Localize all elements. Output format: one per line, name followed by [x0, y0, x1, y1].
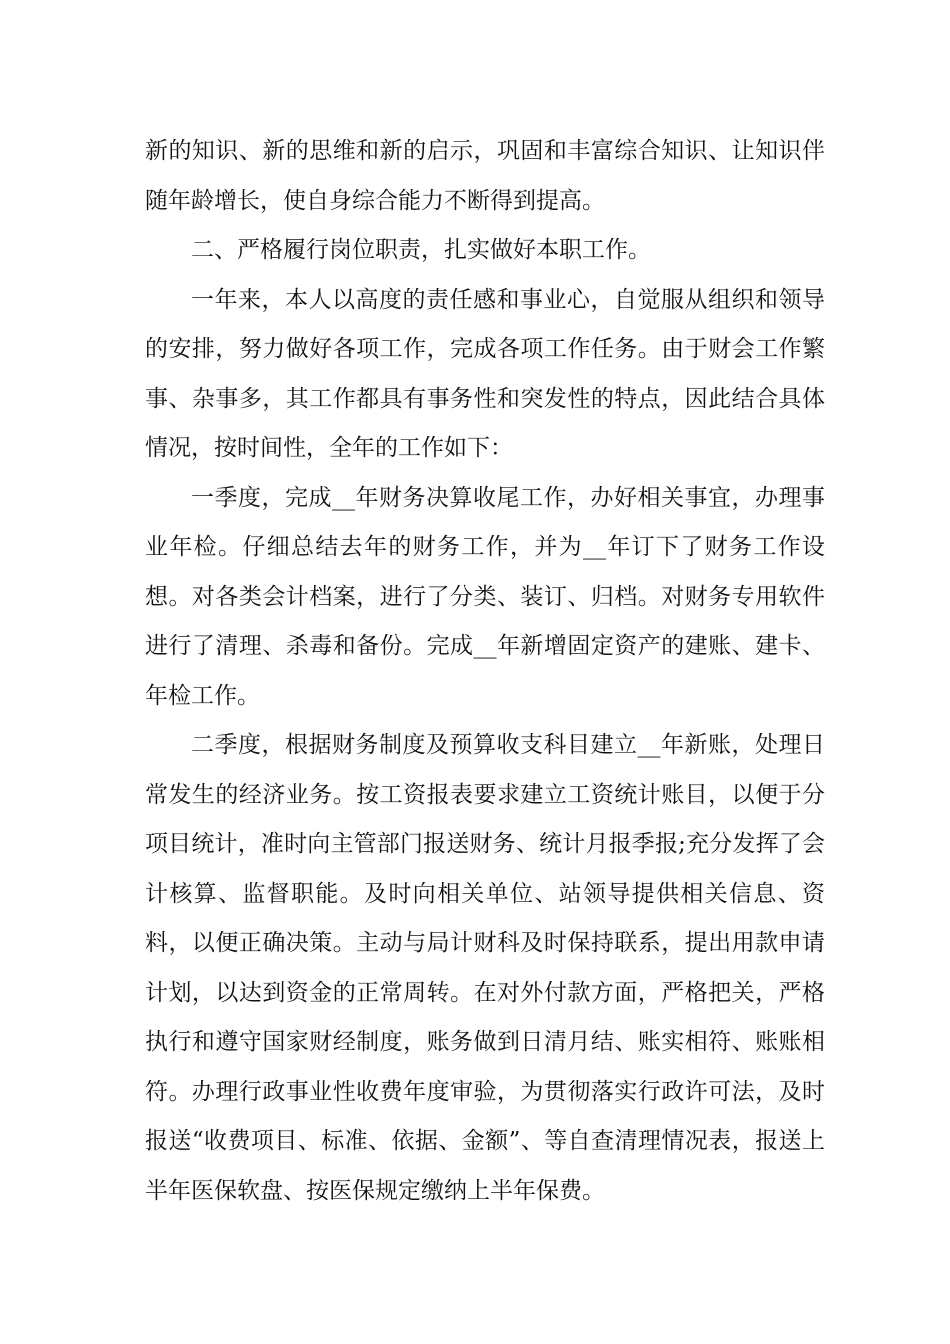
document-body — [145, 127, 825, 1216]
section-heading-two: 二、严格履行岗位职责，扎实做好本职工作。 — [191, 237, 651, 263]
paragraph-first-quarter: 一季度，完成__年财务决算收尾工作，办好相关事宜，办理事业年检。仔细总结去年的财务工作，并为__年订下了财务工作设想。对各类会计档案，进行了分类、装订、归档。对财务专用软件进行了清理、杀毒和备份。完成__年新增固定资产的建账、建卡、年检工作。 — [145, 484, 825, 709]
paragraph-continuation: 新的知识、新的思维和新的启示，巩固和丰富综合知识、让知识伴随年龄增长，使自身综合能力不断得到提高。 — [145, 138, 825, 214]
paragraph-second-quarter: 二季度，根据财务制度及预算收支科目建立__年新账，处理日常发生的经济业务。按工资报表要求建立工资统计账目，以便于分项目统计，准时向主管部门报送财务、统计月报季报;充分发挥了会计核算、监督职能。及时向相关单位、站领导提供相关信息、资料，以便正确决策。主动与局计财科及时保持联系，提出用款申请计划，以达到资金的正常周转。在对外付款方面，严格把关，严格执行和遵守国家财经制度，账务做到日清月结、账实相符、账账相符。办理行政事业性收费年度审验，为贯彻落实行政许可法，及时报送“收费项目、标准、依据、金额”、等自查清理情况表，报送上半年医保软盘、按医保规定缴纳上半年保费。 — [145, 732, 825, 1204]
paragraph-year-overview: 一年来，本人以高度的责任感和事业心，自觉服从组织和领导的安排，努力做好各项工作，完成各项工作任务。由于财会工作繁事、杂事多，其工作都具有事务性和突发性的特点，因此结合具体情况，按时间性，全年的工作如下： — [145, 286, 825, 461]
